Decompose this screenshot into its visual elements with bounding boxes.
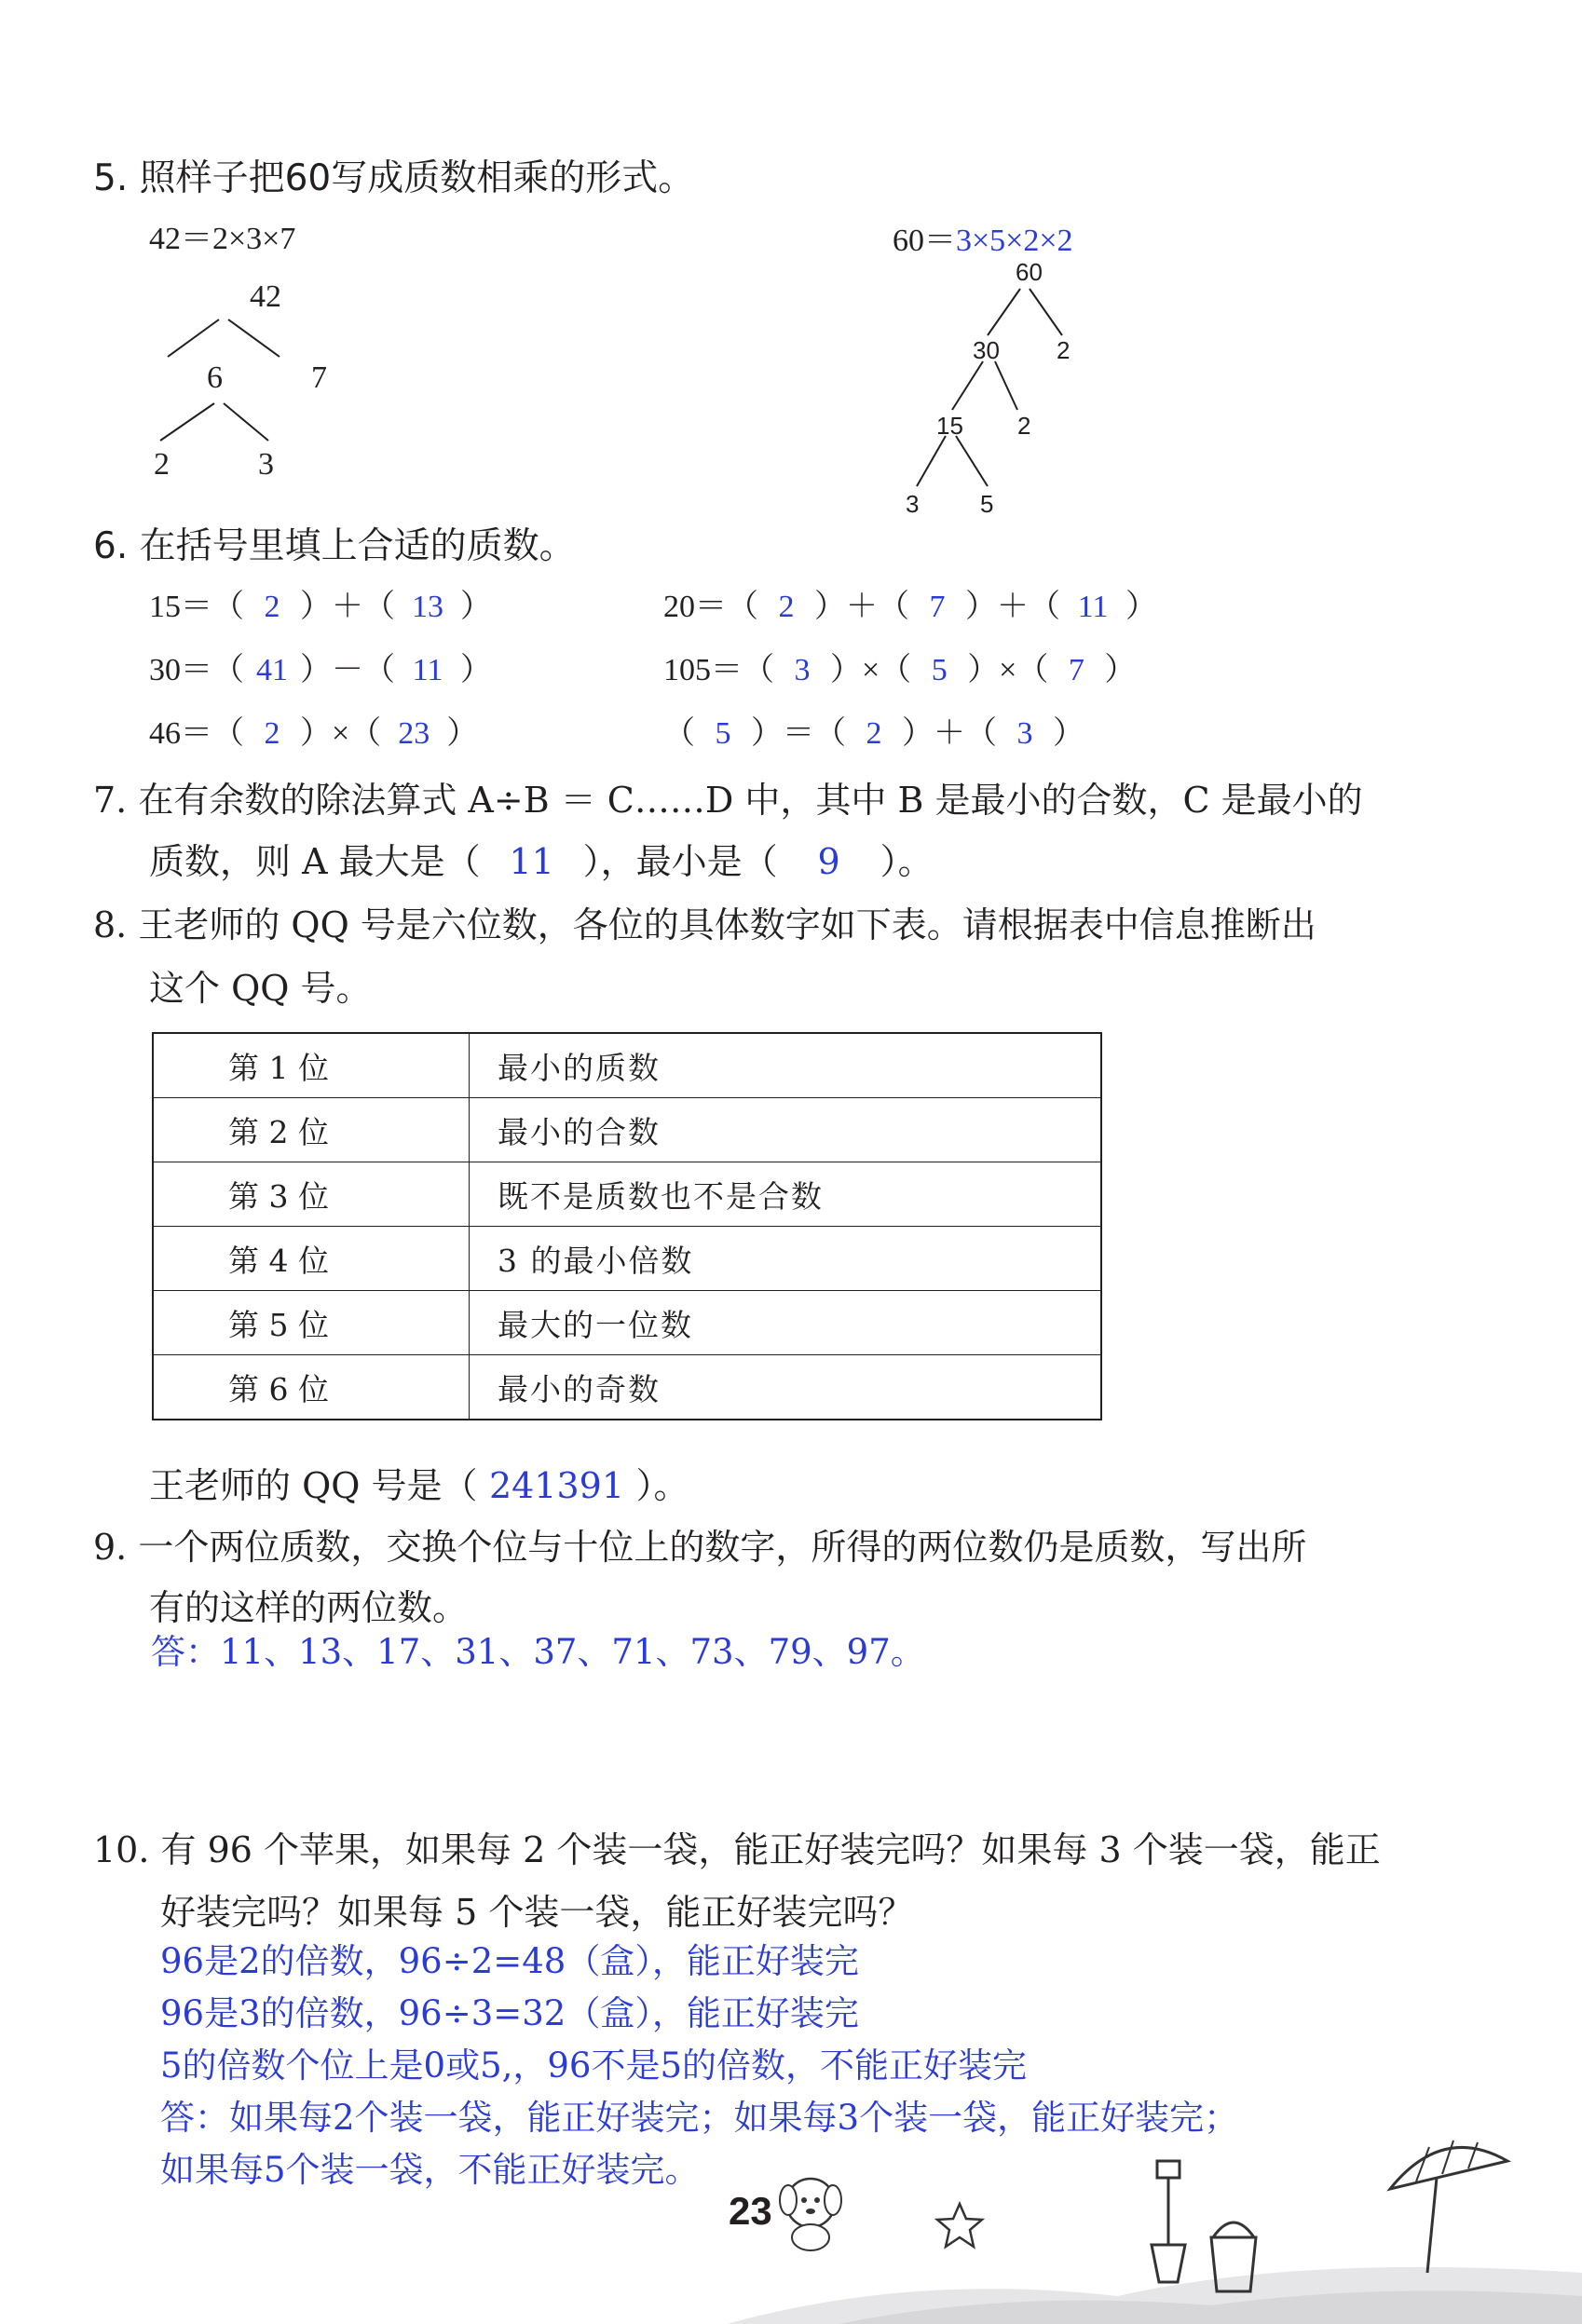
q5-example-equation: 42＝2×3×7 xyxy=(149,222,296,256)
table-cell-description: 最大的一位数 xyxy=(470,1291,1102,1355)
q10-answer-line: 96是2的倍数，96÷2=48（盒），能正好装完 xyxy=(160,1941,859,1981)
answer-factor-tree xyxy=(894,279,1118,512)
table-cell-description: 最小的质数 xyxy=(470,1033,1102,1098)
table-cell-position: 第 6 位 xyxy=(153,1355,470,1420)
table-cell-position: 第 4 位 xyxy=(153,1227,470,1291)
q6-blank: 2 xyxy=(778,590,795,624)
q6-row2-left: 30＝（ 41 ）－（ 11 ） xyxy=(149,653,492,687)
table-row xyxy=(153,1291,1101,1355)
q6-blank: 5 xyxy=(715,716,731,751)
q6-blank: 11 xyxy=(1077,590,1109,624)
tree42-root: 42 xyxy=(250,279,281,314)
q5-answer-value: 3×5×2×2 xyxy=(956,224,1073,258)
q6-blank: 7 xyxy=(929,590,946,624)
page-number: 23 xyxy=(729,2189,772,2233)
q6-blank: 3 xyxy=(1016,716,1033,751)
q7-max-answer: 11 xyxy=(509,841,554,882)
q6-blank: 2 xyxy=(866,716,882,751)
q7-line1: 7. 在有余数的除法算式 A÷B ＝ C……D 中，其中 B 是最小的合数，C 是最小的 xyxy=(93,780,1363,821)
q6-blank: 23 xyxy=(398,716,430,751)
q7-min-answer: 9 xyxy=(817,841,840,882)
q5-answer-prefix: 60＝ xyxy=(893,224,956,258)
table-row xyxy=(153,1227,1101,1291)
q9-line1: 9. 一个两位质数，交换个位与十位上的数字，所得的两位数仍是质数，写出所 xyxy=(93,1527,1307,1568)
q6-blank: 41 xyxy=(256,653,288,687)
q10-answer-line: 答：如果每2个装一袋，能正好装完；如果每3个装一袋，能正好装完； xyxy=(160,2098,1239,2138)
qq-digits-table xyxy=(152,1032,1102,1420)
tree60-node-2b: 2 xyxy=(1017,412,1031,440)
tree42-node-6: 6 xyxy=(207,360,223,395)
q6-row3-right: （ 5 ）＝（ 2 ）＋（ 3 ） xyxy=(663,716,1084,751)
q10-answer-line: 如果每5个装一袋，不能正好装完。 xyxy=(160,2150,700,2190)
q5-stem: 5. 照样子把60写成质数相乘的形式。 xyxy=(93,157,695,199)
table-cell-position: 第 3 位 xyxy=(153,1162,470,1227)
tree60-node-30: 30 xyxy=(973,336,1000,364)
q6-blank: 13 xyxy=(412,590,443,624)
table-cell-position: 第 2 位 xyxy=(153,1098,470,1162)
q6-blank: 2 xyxy=(264,590,280,624)
q10-answer-line: 5的倍数个位上是0或5,，96不是5的倍数，不能正好装完 xyxy=(160,2045,1028,2086)
q8-line1: 8. 王老师的 QQ 号是六位数，各位的具体数字如下表。请根据表中信息推断出 xyxy=(93,904,1316,945)
q6-row1-left: 15＝（ 2 ）＋（ 13 ） xyxy=(149,590,492,624)
table-cell-description: 既不是质数也不是合数 xyxy=(470,1162,1102,1227)
table-row xyxy=(153,1033,1101,1098)
q6-blank: 5 xyxy=(931,653,948,687)
starfish-icon xyxy=(937,2204,982,2247)
tree42-node-7: 7 xyxy=(311,360,327,395)
tree60-node-15: 15 xyxy=(936,412,963,440)
tree60-node-2a: 2 xyxy=(1057,336,1071,364)
q6-blank: 3 xyxy=(794,653,811,687)
table-row xyxy=(153,1098,1101,1162)
tree60-root: 60 xyxy=(1016,258,1043,286)
q8-qq-answer: 241391 xyxy=(488,1465,624,1506)
q6-row2-right: 105＝（ 3 ）×（ 5 ）×（ 7 ） xyxy=(663,653,1137,687)
table-cell-description: 最小的合数 xyxy=(470,1098,1102,1162)
tree42-node-2: 2 xyxy=(154,447,170,482)
q6-row1-right: 20＝（ 2 ）＋（ 7 ）＋（ 11 ） xyxy=(663,590,1157,624)
tree42-node-3: 3 xyxy=(258,447,274,482)
beach-umbrella-icon xyxy=(1390,2141,1507,2273)
table-row xyxy=(153,1355,1101,1420)
table-cell-description: 3 的最小倍数 xyxy=(470,1227,1102,1291)
q8-result: 王老师的 QQ 号是（ 241391 ）。 xyxy=(149,1465,689,1506)
table-row xyxy=(153,1162,1101,1227)
table-cell-position: 第 5 位 xyxy=(153,1291,470,1355)
puppy-mascot-icon xyxy=(780,2179,841,2250)
q6-blank: 7 xyxy=(1068,653,1084,687)
q9-answer: 答：11、13、17、31、37、71、73、79、97。 xyxy=(151,1632,925,1672)
shovel-icon xyxy=(1152,2161,1185,2282)
q6-stem: 6. 在括号里填上合适的质数。 xyxy=(93,525,576,567)
q10-line1: 10. 有 96 个苹果，如果每 2 个装一袋，能正好装完吗？如果每 3 个装一袋，能正 xyxy=(93,1829,1381,1870)
q10-line2: 好装完吗？如果每 5 个装一袋，能正好装完吗？ xyxy=(160,1892,914,1933)
q6-blank: 2 xyxy=(264,716,280,751)
tree60-node-5: 5 xyxy=(980,490,994,518)
tree60-node-3: 3 xyxy=(906,490,920,518)
table-cell-position: 第 1 位 xyxy=(153,1033,470,1098)
footer-beach-illustration xyxy=(727,2133,1582,2324)
q9-line2: 有的这样的两位数。 xyxy=(149,1587,469,1628)
q6-row3-left: 46＝（ 2 ）×（ 23 ） xyxy=(149,716,479,751)
q5-answer-equation xyxy=(893,214,1073,260)
q6-blank: 11 xyxy=(412,653,443,687)
q10-answer-line: 96是3的倍数，96÷3=32（盒），能正好装完 xyxy=(160,1993,859,2033)
table-cell-description: 最小的奇数 xyxy=(470,1355,1102,1420)
q7-line2: 质数，则 A 最大是（ 11 ），最小是（ 9 ）。 xyxy=(149,841,934,882)
q8-line2: 这个 QQ 号。 xyxy=(149,968,372,1009)
